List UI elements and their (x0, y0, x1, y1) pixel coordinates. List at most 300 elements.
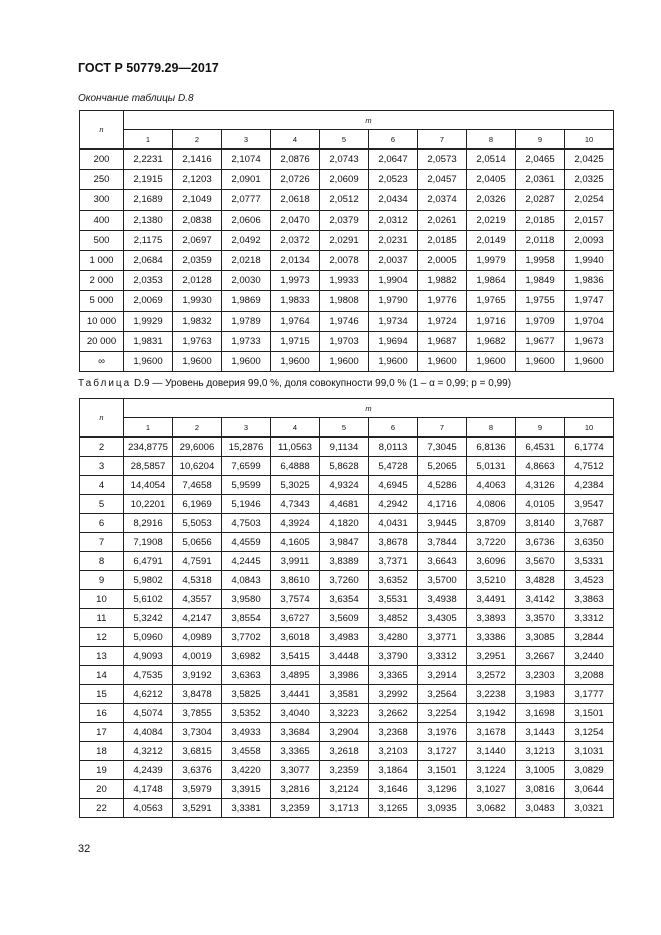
table-cell: 1,9776 (418, 291, 467, 311)
table-cell: 1,9733 (222, 331, 271, 351)
table-cell: 6,4791 (124, 552, 173, 571)
table-cell: 1,9973 (271, 271, 320, 291)
table-cell: 3,3863 (565, 590, 614, 609)
table-row (80, 170, 614, 190)
table-cell: 3,1727 (418, 742, 467, 761)
table-cell: 4,9324 (320, 476, 369, 495)
row-label-n: ∞ (80, 351, 124, 371)
table-cell: 3,3386 (467, 628, 516, 647)
table-cell: 1,9904 (369, 271, 418, 291)
table-cell: 11,0563 (271, 437, 320, 457)
column-number-row (80, 418, 614, 438)
table-cell: 3,7260 (320, 571, 369, 590)
table-cell: 3,6363 (222, 666, 271, 685)
table-cell: 1,9747 (565, 291, 614, 311)
table-cell: 2,0030 (222, 271, 271, 291)
table-cell: 1,9869 (222, 291, 271, 311)
page-number: 32 (78, 843, 91, 855)
table-row (80, 190, 614, 210)
table-cell: 3,1646 (369, 780, 418, 799)
table-cell: 2,0325 (565, 170, 614, 190)
row-label-n: 10 (80, 590, 124, 609)
table-cell: 3,1678 (467, 723, 516, 742)
table-label: Таблица (78, 378, 132, 389)
row-label-n: 1 000 (80, 250, 124, 270)
column-header: 9 (516, 418, 565, 438)
table-cell: 1,9600 (222, 351, 271, 371)
table-cell: 2,0434 (369, 190, 418, 210)
table-cell: 3,2662 (369, 704, 418, 723)
table-cell: 3,2667 (516, 647, 565, 666)
table-cell: 3,3915 (222, 780, 271, 799)
table-cell: 4,4063 (467, 476, 516, 495)
table-row (80, 351, 614, 371)
table-cell: 3,4852 (369, 609, 418, 628)
table-cell: 3,1031 (565, 742, 614, 761)
table-cell: 1,9979 (467, 250, 516, 270)
row-label-n: 11 (80, 609, 124, 628)
row-label-n: 250 (80, 170, 124, 190)
table-cell: 234,8775 (124, 437, 173, 457)
table-cell: 1,9933 (320, 271, 369, 291)
table-row (80, 331, 614, 351)
table-cell: 2,1416 (173, 149, 222, 170)
table-cell: 1,9929 (124, 311, 173, 331)
table-cell: 2,0465 (516, 149, 565, 170)
table-cell: 5,0131 (467, 457, 516, 476)
table-cell: 3,4938 (418, 590, 467, 609)
table-cell: 3,3077 (271, 761, 320, 780)
row-label-n: 500 (80, 230, 124, 250)
table-cell: 3,2951 (467, 647, 516, 666)
table-cell: 8,2916 (124, 514, 173, 533)
row-label-n: 8 (80, 552, 124, 571)
table-cell: 3,3223 (320, 704, 369, 723)
table-cell: 1,9882 (418, 271, 467, 291)
table-cell: 3,2103 (369, 742, 418, 761)
table-d9-caption (78, 378, 511, 389)
table-cell: 3,2992 (369, 685, 418, 704)
table-cell: 4,5318 (173, 571, 222, 590)
table-cell: 4,6945 (369, 476, 418, 495)
row-label-n: 14 (80, 666, 124, 685)
table-cell: 14,4054 (124, 476, 173, 495)
table-cell: 2,0876 (271, 149, 320, 170)
row-label-n: 12 (80, 628, 124, 647)
table-cell: 4,9093 (124, 647, 173, 666)
table-cell: 3,2572 (467, 666, 516, 685)
table-d8-caption: Окончание таблицы D.8 (78, 93, 194, 104)
table-row (80, 311, 614, 331)
table-cell: 3,2238 (467, 685, 516, 704)
table-cell: 5,8628 (320, 457, 369, 476)
column-header: 6 (369, 130, 418, 150)
table-cell: 1,9600 (173, 351, 222, 371)
row-label-n: 2 000 (80, 271, 124, 291)
table-cell: 3,4220 (222, 761, 271, 780)
table-cell: 1,9694 (369, 331, 418, 351)
table-cell: 4,1605 (271, 533, 320, 552)
table-cell: 1,9746 (320, 311, 369, 331)
table-cell: 3,7702 (222, 628, 271, 647)
table-cell: 3,6643 (418, 552, 467, 571)
table-cell: 3,6736 (516, 533, 565, 552)
table-cell: 3,7844 (418, 533, 467, 552)
row-label-n: 13 (80, 647, 124, 666)
table-cell: 5,0960 (124, 628, 173, 647)
table-cell: 2,0185 (516, 210, 565, 230)
table-cell: 1,9724 (418, 311, 467, 331)
table-cell: 2,0291 (320, 230, 369, 250)
table-cell: 2,0457 (418, 170, 467, 190)
table-cell: 3,6982 (222, 647, 271, 666)
table-cell: 4,0105 (516, 495, 565, 514)
column-number-row (80, 130, 614, 150)
table-cell: 3,6376 (173, 761, 222, 780)
table-row (80, 647, 614, 666)
table-cell: 3,1213 (516, 742, 565, 761)
table-cell: 4,1716 (418, 495, 467, 514)
row-label-n: 6 (80, 514, 124, 533)
table-cell: 3,4441 (271, 685, 320, 704)
table-cell: 3,5291 (173, 799, 222, 818)
table-cell: 2,0374 (418, 190, 467, 210)
table-cell: 3,1976 (418, 723, 467, 742)
column-header: 8 (467, 418, 516, 438)
table-cell: 4,3126 (516, 476, 565, 495)
table-cell: 2,1689 (124, 190, 173, 210)
table-cell: 1,9832 (173, 311, 222, 331)
table-cell: 7,3045 (418, 437, 467, 457)
column-header: 10 (565, 418, 614, 438)
table-row (80, 552, 614, 571)
table-cell: 6,1969 (173, 495, 222, 514)
table-cell: 3,4983 (320, 628, 369, 647)
table-cell: 1,9764 (271, 311, 320, 331)
table-cell: 4,0843 (222, 571, 271, 590)
table-cell: 7,1908 (124, 533, 173, 552)
table-cell: 2,0609 (320, 170, 369, 190)
table-cell: 5,9599 (222, 476, 271, 495)
table-cell: 3,1224 (467, 761, 516, 780)
table-cell: 4,4559 (222, 533, 271, 552)
table-cell: 3,1296 (418, 780, 467, 799)
row-header-n: n (80, 399, 124, 438)
table-cell: 4,3557 (173, 590, 222, 609)
table-cell: 3,0483 (516, 799, 565, 818)
table-cell: 3,2088 (565, 666, 614, 685)
table-row (80, 742, 614, 761)
column-header: 10 (565, 130, 614, 150)
table-cell: 2,0361 (516, 170, 565, 190)
table-cell: 3,1254 (565, 723, 614, 742)
table-cell: 3,1501 (565, 704, 614, 723)
row-label-n: 19 (80, 761, 124, 780)
row-header-n: n (80, 111, 124, 150)
table-cell: 3,6096 (467, 552, 516, 571)
table-cell: 3,0682 (467, 799, 516, 818)
table-row (80, 780, 614, 799)
table-cell: 3,1440 (467, 742, 516, 761)
table-cell: 3,5415 (271, 647, 320, 666)
column-header: 4 (271, 130, 320, 150)
table-cell: 5,0656 (173, 533, 222, 552)
table-row (80, 476, 614, 495)
table-cell: 3,2359 (271, 799, 320, 818)
table-cell: 2,0005 (418, 250, 467, 270)
table-row (80, 571, 614, 590)
table-cell: 2,0037 (369, 250, 418, 270)
table-cell: 3,4895 (271, 666, 320, 685)
table-cell: 3,3790 (369, 647, 418, 666)
table-cell: 2,0353 (124, 271, 173, 291)
table-cell: 2,0697 (173, 230, 222, 250)
table-cell: 3,1027 (467, 780, 516, 799)
table-cell: 2,0523 (369, 170, 418, 190)
row-label-n: 5 000 (80, 291, 124, 311)
table-cell: 2,0128 (173, 271, 222, 291)
table-cell: 1,9715 (271, 331, 320, 351)
table-cell: 6,4531 (516, 437, 565, 457)
table-cell: 4,0431 (369, 514, 418, 533)
table-cell: 3,5825 (222, 685, 271, 704)
column-header: 7 (418, 130, 467, 150)
table-cell: 1,9789 (222, 311, 271, 331)
table-cell: 3,8478 (173, 685, 222, 704)
table-cell: 2,1203 (173, 170, 222, 190)
table-cell: 3,1777 (565, 685, 614, 704)
table-cell: 5,2065 (418, 457, 467, 476)
column-header: 2 (173, 418, 222, 438)
table-cell: 3,5979 (173, 780, 222, 799)
table-cell: 4,2439 (124, 761, 173, 780)
table-cell: 6,1774 (565, 437, 614, 457)
table-cell: 2,0218 (222, 250, 271, 270)
table-cell: 3,1501 (418, 761, 467, 780)
table-cell: 2,0219 (467, 210, 516, 230)
table-row (80, 250, 614, 270)
table-cell: 2,1049 (173, 190, 222, 210)
table-cell: 2,0372 (271, 230, 320, 250)
table-cell: 4,6212 (124, 685, 173, 704)
document-id: ГОСТ Р 50779.29—2017 (78, 61, 219, 75)
column-header: 1 (124, 418, 173, 438)
table-cell: 8,0113 (369, 437, 418, 457)
table-cell: 3,6727 (271, 609, 320, 628)
table-cell: 5,6102 (124, 590, 173, 609)
table-row (80, 457, 614, 476)
table-cell: 3,8678 (369, 533, 418, 552)
table-cell: 3,2254 (418, 704, 467, 723)
table-cell: 1,9864 (467, 271, 516, 291)
table-cell: 6,8136 (467, 437, 516, 457)
table-cell: 3,2564 (418, 685, 467, 704)
row-label-n: 3 (80, 457, 124, 476)
table-cell: 2,0573 (418, 149, 467, 170)
row-label-n: 17 (80, 723, 124, 742)
row-label-n: 20 000 (80, 331, 124, 351)
table-cell: 1,9808 (320, 291, 369, 311)
table-cell: 7,6599 (222, 457, 271, 476)
table-cell: 4,4084 (124, 723, 173, 742)
table-cell: 3,9847 (320, 533, 369, 552)
table-cell: 3,7574 (271, 590, 320, 609)
column-header: 2 (173, 130, 222, 150)
table-cell: 2,0606 (222, 210, 271, 230)
table-cell: 3,3381 (222, 799, 271, 818)
table-cell: 1,9600 (418, 351, 467, 371)
table-cell: 28,5857 (124, 457, 173, 476)
table-cell: 1,9833 (271, 291, 320, 311)
table-cell: 2,0157 (565, 210, 614, 230)
table-cell: 3,2359 (320, 761, 369, 780)
row-label-n: 400 (80, 210, 124, 230)
table-cell: 3,4305 (418, 609, 467, 628)
table-cell: 4,3924 (271, 514, 320, 533)
table-cell: 3,7304 (173, 723, 222, 742)
table-cell: 4,7591 (173, 552, 222, 571)
row-label-n: 200 (80, 149, 124, 170)
column-header: 4 (271, 418, 320, 438)
table-cell: 3,0321 (565, 799, 614, 818)
table-cell: 4,2384 (565, 476, 614, 495)
table-row (80, 609, 614, 628)
table-cell: 3,5331 (565, 552, 614, 571)
table-cell: 3,4142 (516, 590, 565, 609)
table-cell: 3,8140 (516, 514, 565, 533)
table-cell: 2,0470 (271, 210, 320, 230)
table-cell: 2,0514 (467, 149, 516, 170)
table-cell: 1,9958 (516, 250, 565, 270)
table-cell: 4,5286 (418, 476, 467, 495)
table-row (80, 291, 614, 311)
table-cell: 2,0405 (467, 170, 516, 190)
table-cell: 1,9836 (565, 271, 614, 291)
table-cell: 2,1175 (124, 230, 173, 250)
column-group-header-m: m (124, 111, 614, 130)
table-cell: 2,0093 (565, 230, 614, 250)
table-cell: 3,8389 (320, 552, 369, 571)
table-cell: 2,0231 (369, 230, 418, 250)
table-cell: 29,6006 (173, 437, 222, 457)
table-cell: 3,1005 (516, 761, 565, 780)
column-header: 9 (516, 130, 565, 150)
table-cell: 3,3581 (320, 685, 369, 704)
table-cell: 2,1074 (222, 149, 271, 170)
table-cell: 4,2942 (369, 495, 418, 514)
table-cell: 3,4040 (271, 704, 320, 723)
table-cell: 3,6352 (369, 571, 418, 590)
table-cell: 2,0261 (418, 210, 467, 230)
table-cell: 4,7535 (124, 666, 173, 685)
table-cell: 3,2368 (369, 723, 418, 742)
table-cell: 3,4933 (222, 723, 271, 742)
table-cell: 2,0743 (320, 149, 369, 170)
table-row (80, 495, 614, 514)
table-row (80, 437, 614, 457)
table-cell: 1,9709 (516, 311, 565, 331)
row-label-n: 300 (80, 190, 124, 210)
table-cell: 3,7371 (369, 552, 418, 571)
table-cell: 3,3365 (271, 742, 320, 761)
table-row (80, 799, 614, 818)
row-label-n: 20 (80, 780, 124, 799)
table-row (80, 230, 614, 250)
table-d8 (79, 110, 614, 372)
table-cell: 2,0287 (516, 190, 565, 210)
table-cell: 2,2231 (124, 149, 173, 170)
table-cell: 2,0359 (173, 250, 222, 270)
table-cell: 2,0149 (467, 230, 516, 250)
table-cell: 3,8709 (467, 514, 516, 533)
table-cell: 3,0935 (418, 799, 467, 818)
table-cell: 3,7687 (565, 514, 614, 533)
table-cell: 3,5700 (418, 571, 467, 590)
table-cell: 4,3212 (124, 742, 173, 761)
table-cell: 3,4558 (222, 742, 271, 761)
table-row (80, 210, 614, 230)
table-cell: 3,3893 (467, 609, 516, 628)
table-cell: 4,1820 (320, 514, 369, 533)
table-cell: 1,9703 (320, 331, 369, 351)
header-row (80, 399, 614, 418)
table-cell: 1,9755 (516, 291, 565, 311)
table-cell: 2,0078 (320, 250, 369, 270)
table-row (80, 761, 614, 780)
table-cell: 4,2147 (173, 609, 222, 628)
table-cell: 1,9600 (124, 351, 173, 371)
table-cell: 3,3312 (565, 609, 614, 628)
table-cell: 4,2445 (222, 552, 271, 571)
column-header: 6 (369, 418, 418, 438)
table-cell: 15,2876 (222, 437, 271, 457)
row-label-n: 7 (80, 533, 124, 552)
column-header: 5 (320, 130, 369, 150)
table-cell: 3,7855 (173, 704, 222, 723)
table-cell: 3,3771 (418, 628, 467, 647)
table-cell: 2,0726 (271, 170, 320, 190)
table-cell: 3,1443 (516, 723, 565, 742)
table-cell: 4,7343 (271, 495, 320, 514)
table-cell: 3,2440 (565, 647, 614, 666)
table-cell: 4,4681 (320, 495, 369, 514)
header-row (80, 111, 614, 130)
table-cell: 3,2844 (565, 628, 614, 647)
table-cell: 2,0254 (565, 190, 614, 210)
table-cell: 3,3312 (418, 647, 467, 666)
table-cell: 2,0901 (222, 170, 271, 190)
table-cell: 2,0684 (124, 250, 173, 270)
table-cell: 4,0563 (124, 799, 173, 818)
table-cell: 2,0185 (418, 230, 467, 250)
table-cell: 3,5609 (320, 609, 369, 628)
table-row (80, 666, 614, 685)
table-cell: 1,9600 (467, 351, 516, 371)
table-cell: 3,3365 (369, 666, 418, 685)
table-cell: 4,0019 (173, 647, 222, 666)
table-cell: 2,0326 (467, 190, 516, 210)
table-row (80, 628, 614, 647)
table-cell: 3,9547 (565, 495, 614, 514)
table-cell: 1,9940 (565, 250, 614, 270)
table-cell: 1,9849 (516, 271, 565, 291)
table-cell: 5,9802 (124, 571, 173, 590)
table-cell: 7,4658 (173, 476, 222, 495)
table-row (80, 685, 614, 704)
table-cell: 4,7512 (565, 457, 614, 476)
table-row (80, 723, 614, 742)
table-cell: 3,9192 (173, 666, 222, 685)
